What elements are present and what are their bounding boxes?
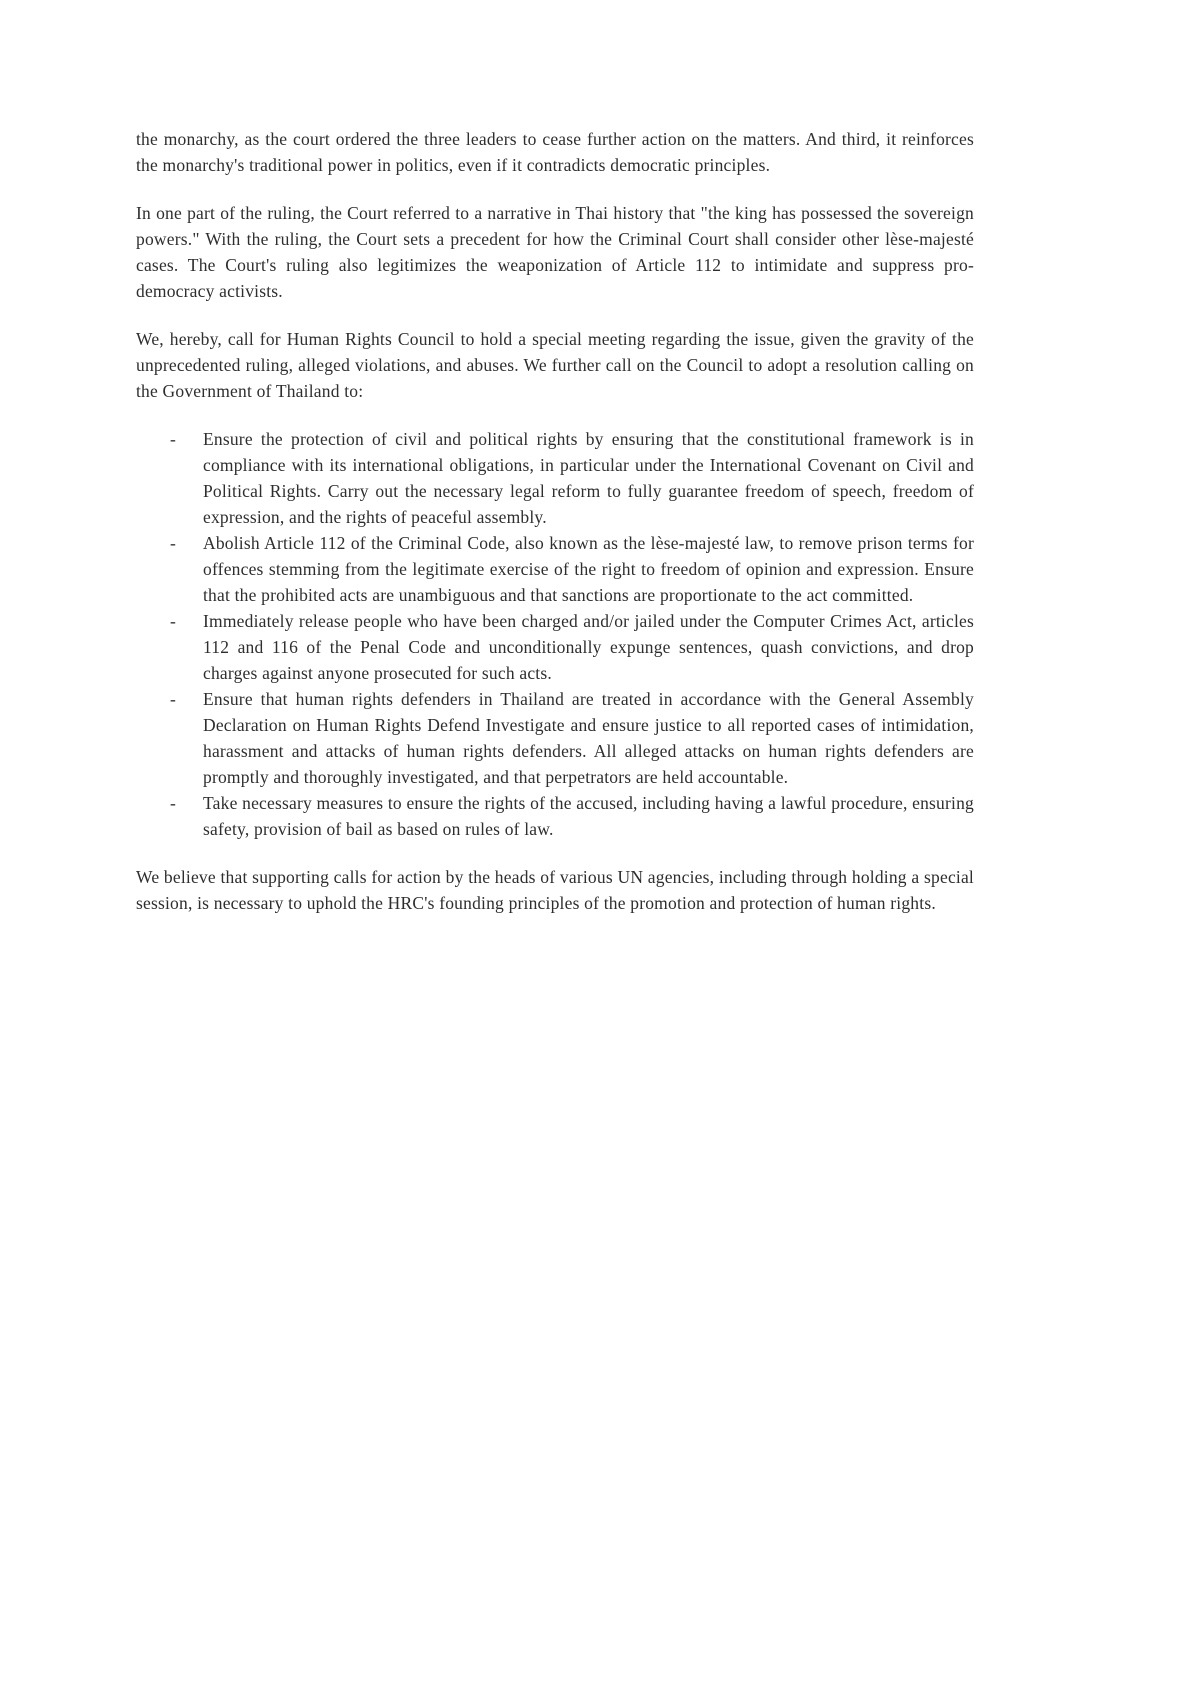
list-item-text: Ensure that human rights defenders in Thailand are treated in accordance with the General Assembly Declaration on Human Rights Defend Investigate and ensure justice to all reported cases of intimidation, harassment and attacks of human rights defenders. All alleged attacks on human rights defenders are promptly and thoroughly investigated, and that perpetrators are held accountable. [203, 689, 974, 787]
list-item [136, 686, 974, 790]
list-item-text: Ensure the protection of civil and political rights by ensuring that the constitutional framework is in compliance with its international obligations, in particular under the International Covenant on Civil and Political Rights. Carry out the necessary legal reform to fully guarantee freedom of speech, freedom of expression, and the rights of peaceful assembly. [203, 429, 974, 527]
paragraph-closing-belief: We believe that supporting calls for action by the heads of various UN agencies, including through holding a special session, is necessary to uphold the HRC's founding principles of the promotion and protection of human rights. [136, 867, 974, 913]
list-item-text: Take necessary measures to ensure the rights of the accused, including having a lawful procedure, ensuring safety, provision of bail as based on rules of law. [203, 793, 974, 839]
list-item-text: Immediately release people who have been charged and/or jailed under the Computer Crimes Act, articles 112 and 116 of the Penal Code and unconditionally expunge sentences, quash convictions, and drop charges against anyone prosecuted for such acts. [203, 611, 974, 683]
bullet-dash: - [170, 689, 177, 709]
list-item [136, 608, 974, 686]
bullet-dash: - [170, 533, 177, 553]
document-text-block [136, 126, 974, 938]
list-item [136, 426, 974, 530]
bullet-dash: - [170, 793, 177, 813]
bullet-dash: - [170, 429, 177, 449]
list-item-text: Abolish Article 112 of the Criminal Code, also known as the lèse-majesté law, to remove prison terms for offences stemming from the legitimate exercise of the right to freedom of opinion and expression. Ensure that the prohibited acts are unambiguous and that sanctions are proportionate to the act committed. [203, 533, 974, 605]
paragraph-monarchy-ruling: the monarchy, as the court ordered the three leaders to cease further action on the matters. And third, it reinforces the monarchy's traditional power in politics, even if it contradicts democratic principles. [136, 129, 974, 175]
list-item [136, 790, 974, 842]
bullet-dash: - [170, 611, 177, 631]
paragraph-call-for-council: We, hereby, call for Human Rights Council to hold a special meeting regarding the issue, given the gravity of the unprecedented ruling, alleged violations, and abuses. We further call on the Council to adopt a resolution calling on the Government of Thailand to: [136, 329, 974, 401]
paragraph-court-narrative: In one part of the ruling, the Court referred to a narrative in Thai history that "the king has possessed the sovereign powers." With the ruling, the Court sets a precedent for how the Criminal Court shall consider other lèse-majesté cases. The Court's ruling also legitimizes the weaponization of Article 112 to intimidate and suppress pro-democracy activists. [136, 203, 974, 301]
list-item [136, 530, 974, 608]
demands-bullet-list [136, 426, 974, 842]
